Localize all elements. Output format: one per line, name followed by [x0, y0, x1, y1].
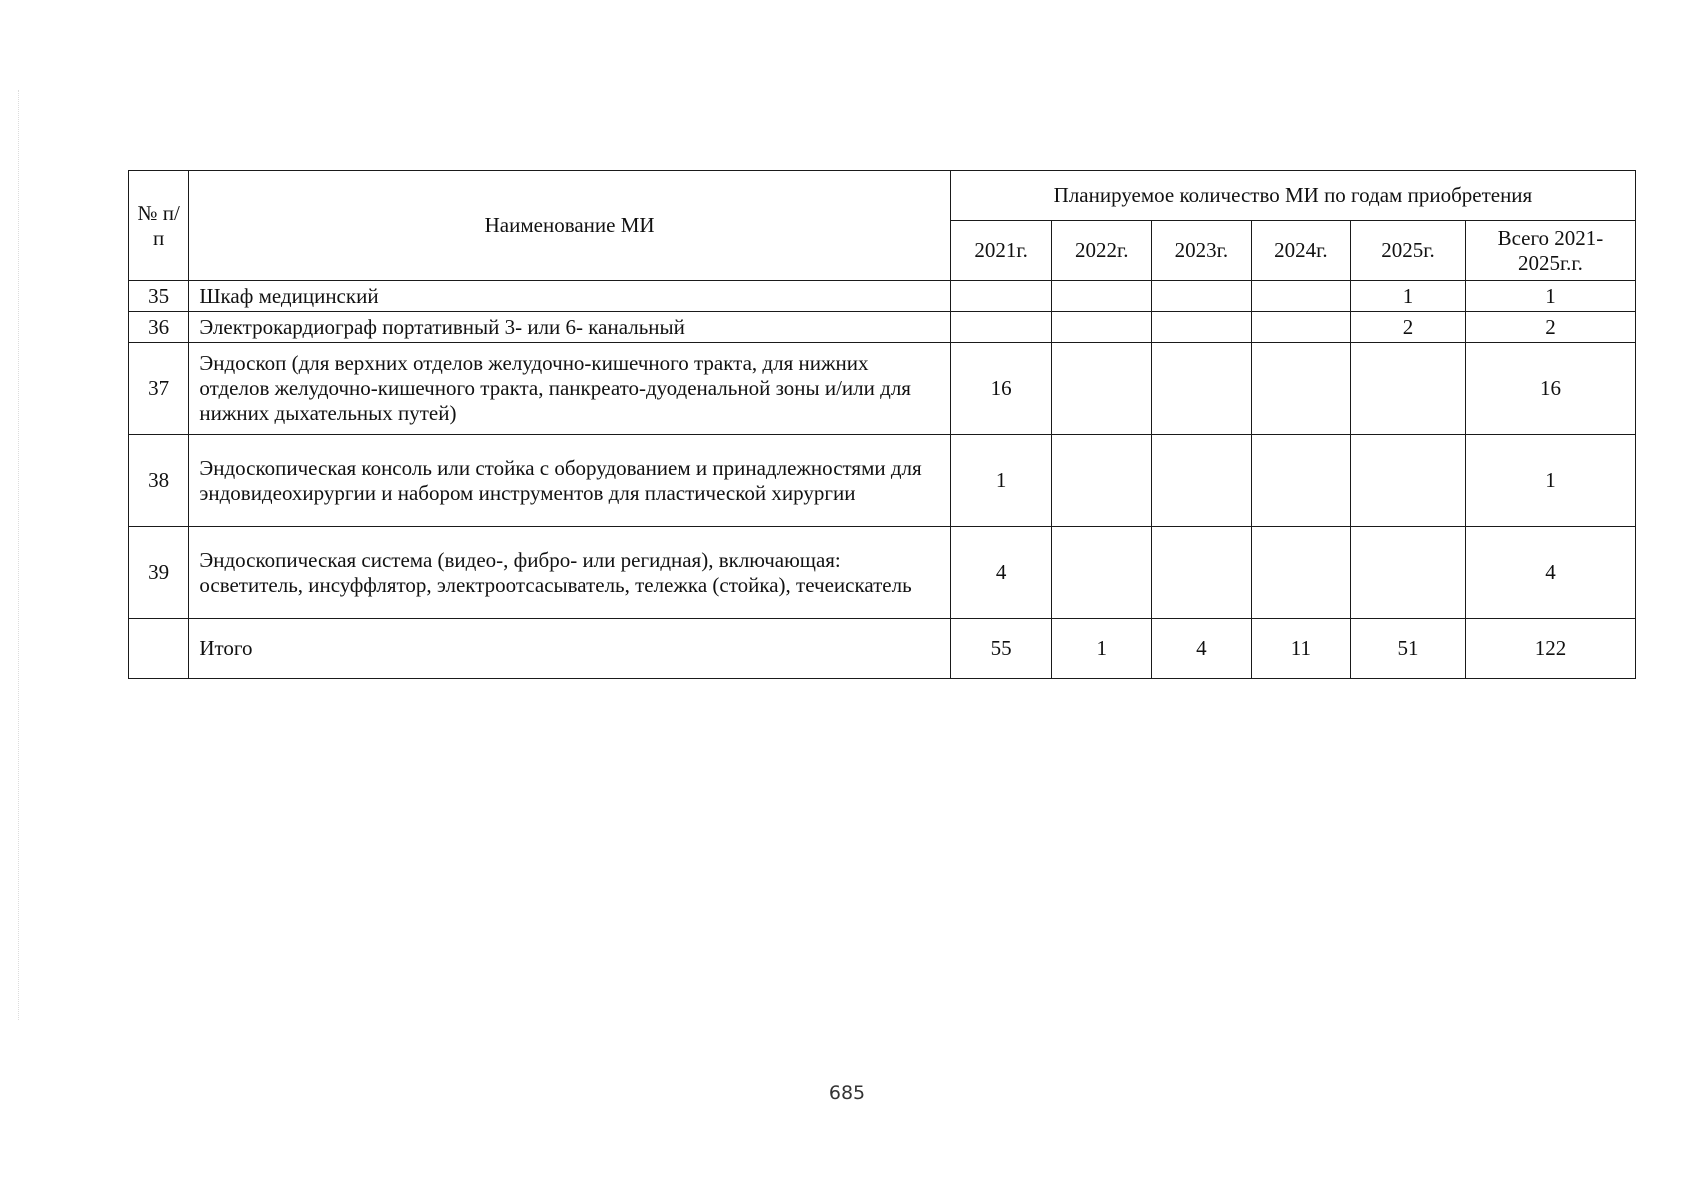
total-row — [129, 619, 1636, 679]
item-name: Эндоскоп (для верхних отделов желудочно-кишечного тракта, для нижних отделов желудочно-кишечного тракта, панкреато-дуоденальной зоны и/или для нижних дыхательных путей) — [189, 343, 951, 435]
qty-2021 — [950, 281, 1052, 312]
qty-total: 1 — [1465, 435, 1635, 527]
row-number — [129, 619, 189, 679]
total-label: Итого — [189, 619, 951, 679]
grand-total: 122 — [1465, 619, 1635, 679]
qty-2021: 16 — [950, 343, 1052, 435]
qty-2023 — [1152, 281, 1252, 312]
equipment-plan-table — [128, 170, 1636, 679]
row-number: 36 — [129, 312, 189, 343]
row-number: 37 — [129, 343, 189, 435]
qty-2025 — [1351, 343, 1466, 435]
item-name: Эндоскопическая система (видео-, фибро- или регидная), включающая: осветитель, инсуффлятор, электроотсасыватель, тележка (стойка), течеискатель — [189, 527, 951, 619]
item-name: Шкаф медицинский — [189, 281, 951, 312]
name-column-header: Наименование МИ — [189, 171, 951, 281]
qty-total: 4 — [1465, 527, 1635, 619]
qty-2025 — [1351, 435, 1466, 527]
total-2023: 4 — [1152, 619, 1252, 679]
year-header-2023: 2023г. — [1152, 221, 1252, 281]
total-2025: 51 — [1351, 619, 1466, 679]
qty-2021 — [950, 312, 1052, 343]
year-header-2024: 2024г. — [1251, 221, 1351, 281]
year-header-2025: 2025г. — [1351, 221, 1466, 281]
year-header-2021: 2021г. — [950, 221, 1052, 281]
qty-2025 — [1351, 527, 1466, 619]
qty-total: 1 — [1465, 281, 1635, 312]
qty-2024 — [1251, 435, 1351, 527]
scan-edge-mark — [18, 90, 21, 1020]
qty-2023 — [1152, 312, 1252, 343]
qty-2021: 4 — [950, 527, 1052, 619]
qty-2021: 1 — [950, 435, 1052, 527]
num-column-header: № п/п — [129, 171, 189, 281]
qty-2025: 1 — [1351, 281, 1466, 312]
year-header-2022: 2022г. — [1052, 221, 1152, 281]
row-number: 35 — [129, 281, 189, 312]
qty-total: 16 — [1465, 343, 1635, 435]
row-number: 38 — [129, 435, 189, 527]
qty-2023 — [1152, 343, 1252, 435]
qty-2022 — [1052, 312, 1152, 343]
qty-2022 — [1052, 435, 1152, 527]
item-name: Эндоскопическая консоль или стойка с оборудованием и принадлежностями для эндовидеохирургии и набором инструментов для пластической хирургии — [189, 435, 951, 527]
total-column-header: Всего 2021-2025г.г. — [1465, 221, 1635, 281]
table-row — [129, 435, 1636, 527]
qty-total: 2 — [1465, 312, 1635, 343]
qty-2024 — [1251, 281, 1351, 312]
qty-2024 — [1251, 312, 1351, 343]
qty-2022 — [1052, 527, 1152, 619]
qty-2024 — [1251, 343, 1351, 435]
qty-2023 — [1152, 435, 1252, 527]
planned-quantity-header: Планируемое количество МИ по годам приобретения — [950, 171, 1635, 221]
header-row-top — [129, 171, 1636, 221]
row-number: 39 — [129, 527, 189, 619]
table-row — [129, 527, 1636, 619]
total-2021: 55 — [950, 619, 1052, 679]
qty-2023 — [1152, 527, 1252, 619]
qty-2025: 2 — [1351, 312, 1466, 343]
table-row — [129, 281, 1636, 312]
total-2022: 1 — [1052, 619, 1152, 679]
qty-2024 — [1251, 527, 1351, 619]
qty-2022 — [1052, 343, 1152, 435]
table-row — [129, 343, 1636, 435]
total-2024: 11 — [1251, 619, 1351, 679]
qty-2022 — [1052, 281, 1152, 312]
table-row — [129, 312, 1636, 343]
page-number: 685 — [828, 1082, 866, 1104]
item-name: Электрокардиограф портативный 3- или 6- канальный — [189, 312, 951, 343]
